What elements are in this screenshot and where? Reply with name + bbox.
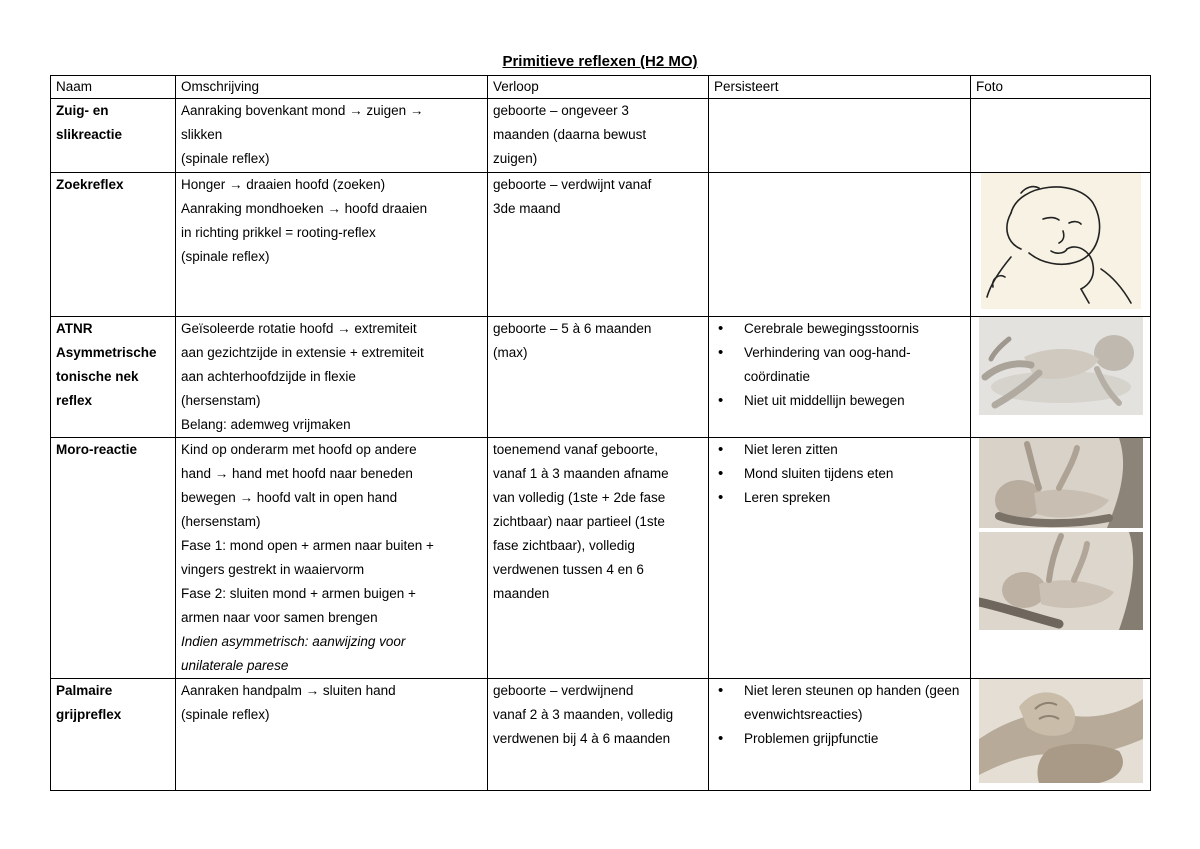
header-omschrijving: Omschrijving: [176, 76, 488, 99]
list-item: • Niet leren steunen op handen (geen evenwichtsreacties): [714, 679, 965, 727]
description-line: Belang: ademweg vrijmaken: [181, 417, 351, 432]
course-line: maanden: [493, 586, 550, 601]
table-row: [51, 173, 1151, 317]
description-line: (hersenstam): [181, 393, 261, 408]
course-line: verdwenen bij 4 à 6 maanden: [493, 731, 671, 746]
list-item: • Cerebrale bewegingsstoornis: [714, 317, 965, 341]
header-foto: Foto: [971, 76, 1151, 99]
description-line: slikken: [181, 127, 223, 142]
header-naam: Naam: [51, 76, 176, 99]
course-line: vanaf 1 à 3 maanden afname: [493, 466, 669, 481]
reflex-name: [51, 679, 176, 791]
course-line: fase zichtbaar), volledig: [493, 538, 635, 553]
name-line: Zoekreflex: [56, 177, 124, 192]
reflex-persists: [709, 99, 971, 173]
name-line: reflex: [56, 393, 93, 408]
baby-sketch-image: [981, 173, 1141, 309]
name-line: Palmaire: [56, 683, 113, 698]
description-line: Honger → draaien hoofd (zoeken): [181, 177, 386, 192]
hand-grasp-photo: [979, 679, 1143, 783]
name-line: ATNR: [56, 321, 93, 336]
list-item: • Verhindering van oog-hand-coördinatie: [714, 341, 965, 389]
list-item: • Problemen grijpfunctie: [714, 727, 965, 751]
description-line: in richting prikkel = rooting-reflex: [181, 225, 376, 240]
description-line: armen naar voor samen brengen: [181, 610, 378, 625]
reflex-photo-cell: [971, 317, 1151, 438]
course-line: (max): [493, 345, 528, 360]
description-line: Fase 2: sluiten mond + armen buigen +: [181, 586, 416, 601]
reflex-photo-cell: [971, 438, 1151, 679]
reflex-persists: [709, 438, 971, 679]
hand-grasp-drawing: [979, 679, 1143, 783]
course-line: verdwenen tussen 4 en 6: [493, 562, 644, 577]
description-line: (spinale reflex): [181, 151, 270, 166]
reflex-course: [488, 99, 709, 173]
persists-list: [714, 679, 965, 751]
description-line: Aanraken handpalm → sluiten hand: [181, 683, 396, 698]
reflex-description: [176, 438, 488, 679]
name-line: Zuig- en: [56, 103, 109, 118]
reflex-course: [488, 679, 709, 791]
course-line: geboorte – verdwijnend: [493, 683, 634, 698]
table-row: [51, 99, 1151, 173]
name-line: Asymmetrische: [56, 345, 157, 360]
reflex-persists: [709, 317, 971, 438]
list-item: • Leren spreken: [714, 486, 965, 510]
moro-photo-1: [979, 438, 1143, 528]
reflex-photo-cell: [971, 173, 1151, 317]
description-line: (spinale reflex): [181, 707, 270, 722]
description-line: Kind op onderarm met hoofd op andere: [181, 442, 417, 457]
course-line: toenemend vanaf geboorte,: [493, 442, 659, 457]
reflex-description: [176, 99, 488, 173]
course-line: zichtbaar) naar partieel (1ste: [493, 514, 665, 529]
description-line: (hersenstam): [181, 514, 261, 529]
description-line: Aanraking mondhoeken → hoofd draaien: [181, 201, 428, 216]
description-line: aan achterhoofdzijde in flexie: [181, 369, 356, 384]
reflex-name: [51, 438, 176, 679]
reflex-persists: [709, 679, 971, 791]
document-title: Primitieve reflexen (H2 MO): [502, 53, 698, 70]
description-line: bewegen → hoofd valt in open hand: [181, 490, 398, 505]
table-header-row: [51, 76, 1151, 99]
name-line: tonische nek: [56, 369, 139, 384]
baby-lying-drawing: [979, 317, 1143, 415]
reflex-course: [488, 317, 709, 438]
persists-list: [714, 317, 965, 413]
description-line: Geïsoleerde rotatie hoofd → extremiteit: [181, 321, 417, 336]
reflex-name: [51, 99, 176, 173]
course-line: van volledig (1ste + 2de fase: [493, 490, 666, 505]
name-line: Moro-reactie: [56, 442, 138, 457]
reflex-name: [51, 173, 176, 317]
reflex-persists: [709, 173, 971, 317]
reflex-photo-cell: [971, 679, 1151, 791]
course-line: geboorte – verdwijnt vanaf: [493, 177, 652, 192]
description-line: Fase 1: mond open + armen naar buiten +: [181, 538, 434, 553]
list-item: • Niet uit middellijn bewegen: [714, 389, 965, 413]
description-note-line: unilaterale parese: [181, 658, 289, 673]
baby-lying-photo: [979, 317, 1143, 415]
list-item: • Mond sluiten tijdens eten: [714, 462, 965, 486]
description-note-line: Indien asymmetrisch: aanwijzing voor: [181, 634, 406, 649]
reflex-description: [176, 173, 488, 317]
course-line: vanaf 2 à 3 maanden, volledig: [493, 707, 674, 722]
name-line: grijpreflex: [56, 707, 122, 722]
course-line: 3de maand: [493, 201, 561, 216]
reflex-course: [488, 438, 709, 679]
table-row: [51, 438, 1151, 679]
course-line: zuigen): [493, 151, 538, 166]
description-line: Aanraking bovenkant mond → zuigen →: [181, 103, 424, 118]
moro-photo-2-drawing: [979, 532, 1143, 630]
reflex-description: [176, 317, 488, 438]
description-line: aan gezichtzijde in extensie + extremiteit: [181, 345, 424, 360]
reflex-table: [50, 75, 1151, 791]
course-line: maanden (daarna bewust: [493, 127, 647, 142]
reflex-photo-cell: [971, 99, 1151, 173]
table-row: [51, 679, 1151, 791]
header-verloop: Verloop: [488, 76, 709, 99]
description-line: hand → hand met hoofd naar beneden: [181, 466, 413, 481]
reflex-course: [488, 173, 709, 317]
header-persisteert: Persisteert: [709, 76, 971, 99]
name-line: slikreactie: [56, 127, 123, 142]
course-line: geboorte – 5 à 6 maanden: [493, 321, 652, 336]
table-row: [51, 317, 1151, 438]
description-line: (spinale reflex): [181, 249, 270, 264]
reflex-description: [176, 679, 488, 791]
reflex-name: [51, 317, 176, 438]
list-item: • Niet leren zitten: [714, 438, 965, 462]
course-line: geboorte – ongeveer 3: [493, 103, 629, 118]
description-line: vingers gestrekt in waaiervorm: [181, 562, 365, 577]
baby-sketch-drawing: [981, 173, 1141, 309]
persists-list: [714, 438, 965, 510]
moro-photo-1-drawing: [979, 438, 1143, 528]
moro-photo-2: [979, 532, 1143, 630]
